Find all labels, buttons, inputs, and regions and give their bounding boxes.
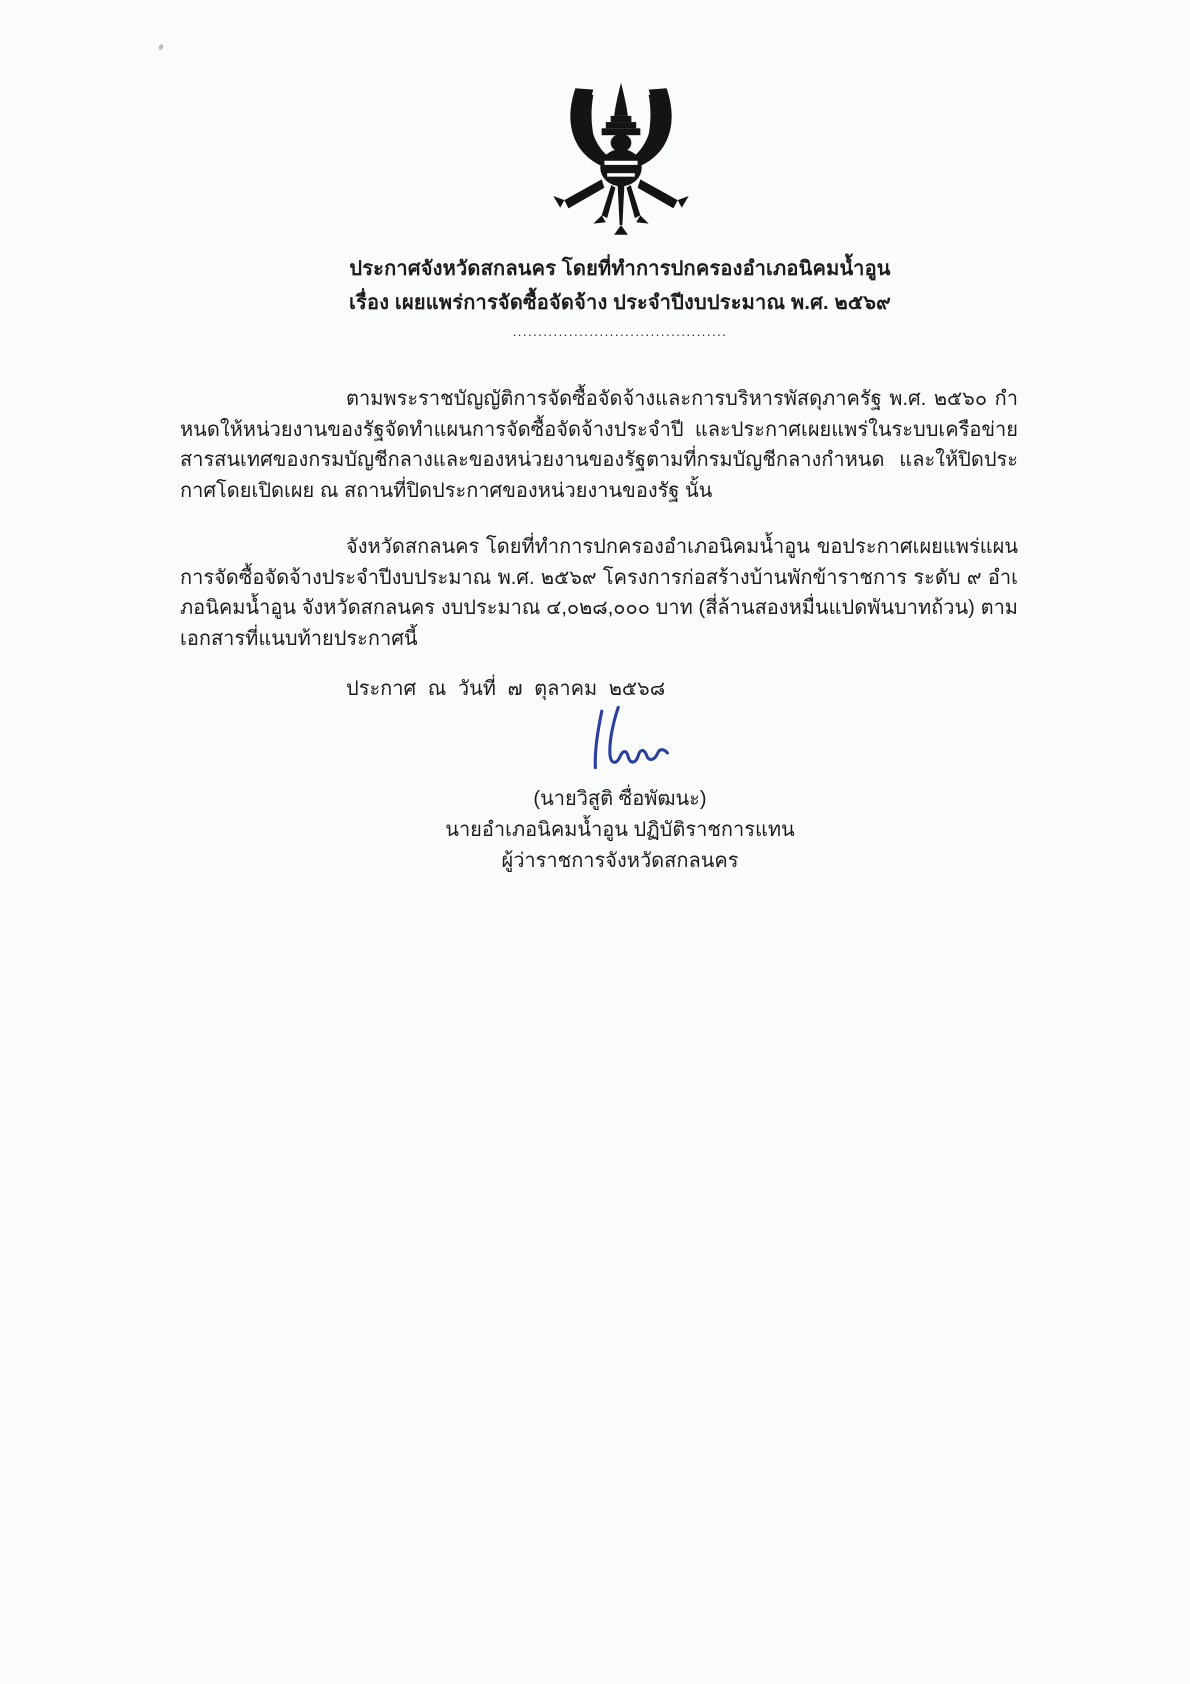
paragraph-preamble: ตามพระราชบัญญัติการจัดซื้อจัดจ้างและการบริหารพัสดุภาครัฐ พ.ศ. ๒๕๖๐ กำหนดให้หน่วยงานของรัฐจัดทำแผนการจัดซื้อจัดจ้างประจำปี และประกาศเผยแพร่ในระบบเครือข่ายสารสนเทศของกรมบัญชีกลางและของหน่วยงานของรัฐตามที่กรมบัญชีกลางกำหนด และให้ปิดประกาศโดยเปิดเผย ณ สถานที่ปิดประกาศของหน่วยงานของรัฐ นั้น [180, 388, 1018, 502]
scan-speck [158, 43, 164, 50]
handwritten-signature [545, 702, 695, 784]
title-block [180, 252, 1060, 340]
signer-position-line2: ผู้ว่าราชการจังหวัดสกลนคร [501, 850, 739, 872]
signature-block [180, 702, 1060, 877]
date-line: ประกาศ ณ วันที่ ๗ ตุลาคม ๒๕๖๘ [346, 678, 666, 700]
announcement-subject-line: เรื่อง เผยแพร่การจัดซื้อจัดจ้าง ประจำปีงบประมาณ พ.ศ. ๒๕๖๙ [349, 292, 891, 314]
paragraph-announcement: จังหวัดสกลนคร โดยที่ทำการปกครองอำเภอนิคมน้ำอูน ขอประกาศเผยแพร่แผนการจัดซื้อจัดจ้างประจำปีงบประมาณ พ.ศ. ๒๕๖๙ โครงการก่อสร้างบ้านพักข้าราชการ ระดับ ๙ อำเภอนิคมน้ำอูน จังหวัดสกลนคร งบประมาณ ๔,๐๒๘,๐๐๐ บาท (สี่ล้านสองหมื่นแปดพันบาทถ้วน) ตามเอกสารที่แนบท้ายประกาศนี้ [180, 536, 1018, 650]
divider-dots: .......................................... [512, 324, 728, 339]
signer-name: (นายวิสูติ ซื่อพัฒนะ) [533, 788, 707, 810]
signer-position-line1: นายอำเภอนิคมน้ำอูน ปฏิบัติราชการแทน [445, 819, 795, 841]
garuda-emblem-icon [545, 78, 697, 238]
announcement-title-line1: ประกาศจังหวัดสกลนคร โดยที่ทำการปกครองอำเภอนิคมน้ำอูน [349, 258, 891, 280]
